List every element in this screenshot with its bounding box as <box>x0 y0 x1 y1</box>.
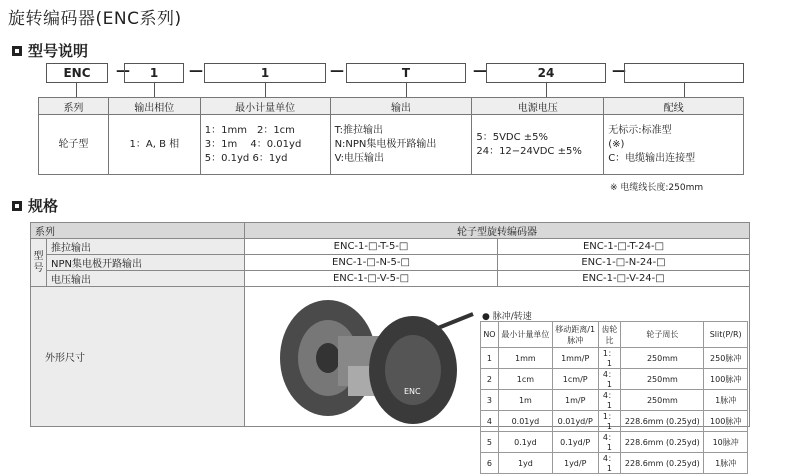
speed-cell: 250mm <box>621 348 704 369</box>
voltage-line: 24：12−24VDC ±5% <box>476 145 582 157</box>
speed-cell: 250脉冲 <box>704 348 748 369</box>
speed-cell: 250mm <box>621 369 704 390</box>
speed-cell: 1cm <box>498 369 552 390</box>
unit-line: 5：0.1yd 6：1yd <box>204 152 288 164</box>
code-dash: — <box>473 63 487 79</box>
unit-line: 1：1mm 2：1cm <box>204 124 295 136</box>
code-box-unit: 1 <box>204 63 326 83</box>
speed-cell: 4 <box>481 411 499 432</box>
spec-header-product: 轮子型旋转编码器 <box>245 223 750 239</box>
code-box-voltage: 24 <box>486 63 606 83</box>
connector-line <box>684 83 685 97</box>
spec-row-model-5v: ENC-1-□-T-5-□ <box>245 239 498 255</box>
connector-line <box>154 83 155 97</box>
wiring-line: C：电缆输出连接型 <box>608 152 696 164</box>
speed-cell: 1：1 <box>598 348 621 369</box>
output-line: N:NPN集电极开路输出 <box>334 138 437 150</box>
spec-appearance-label <box>31 287 245 427</box>
output-line: T:推拉输出 <box>334 124 383 136</box>
speed-cell: 1yd <box>498 453 552 474</box>
model-cell-series: 轮子型 <box>39 115 109 175</box>
spec-row-model-24v: ENC-1-□-T-24-□ <box>498 239 750 255</box>
speed-cell: 228.6mm (0.25yd) <box>621 432 704 453</box>
speed-cell: 4：1 <box>598 369 621 390</box>
speed-row <box>481 390 748 411</box>
spec-row-name: 电压输出 <box>47 271 245 287</box>
code-dash: — <box>612 63 626 79</box>
speed-table <box>480 321 748 474</box>
connector-line <box>546 83 547 97</box>
section-model-label: 型号说明 <box>28 42 89 60</box>
speed-cell: 4：1 <box>598 390 621 411</box>
connector-line <box>406 83 407 97</box>
model-header-wiring: 配线 <box>604 98 744 115</box>
model-header-unit: 最小计量单位 <box>200 98 330 115</box>
model-header-series: 系列 <box>39 98 109 115</box>
section-spec-label: 规格 <box>28 197 59 215</box>
model-header-phase: 输出相位 <box>108 98 200 115</box>
wheel-brand-label: ENC <box>404 387 421 396</box>
speed-row <box>481 453 748 474</box>
speed-cell: 0.01yd <box>498 411 552 432</box>
wiring-line: 无标示:标准型 <box>608 124 672 136</box>
speed-cell: 5 <box>481 432 499 453</box>
speed-row <box>481 348 748 369</box>
speed-cell: 0.01yd/P <box>552 411 598 432</box>
page-title: 旋转编码器(ENC系列) <box>8 9 182 29</box>
code-box-phase: 1 <box>124 63 184 83</box>
wiring-line: (※) <box>608 138 625 150</box>
code-dash: — <box>116 63 130 79</box>
speed-title: ● 脉冲/转速 <box>482 312 532 322</box>
model-cell-unit <box>200 115 330 175</box>
speed-cell: 100脉冲 <box>704 411 748 432</box>
speed-cell: 1：1 <box>598 411 621 432</box>
code-box-series: ENC <box>46 63 108 83</box>
speed-cell: 2 <box>481 369 499 390</box>
speed-cell: 1脉冲 <box>704 390 748 411</box>
code-box-output: T <box>346 63 466 83</box>
speed-cell: 4：1 <box>598 453 621 474</box>
speed-cell: 1m/P <box>552 390 598 411</box>
speed-cell: 1mm/P <box>552 348 598 369</box>
connector-line <box>76 83 77 97</box>
spec-header-series: 系列 <box>31 223 245 239</box>
speed-cell: 228.6mm (0.25yd) <box>621 453 704 474</box>
encoder-wheel-icon <box>268 296 478 428</box>
section-square-icon <box>12 46 22 56</box>
speed-cell: 1cm/P <box>552 369 598 390</box>
model-table <box>38 97 744 175</box>
spec-row-name: NPN集电极开路输出 <box>47 255 245 271</box>
speed-cell: 228.6mm (0.25yd) <box>621 411 704 432</box>
speed-header: 最小计量单位 <box>498 322 552 348</box>
spec-row-model-24v: ENC-1-□-V-24-□ <box>498 271 750 287</box>
model-cell-voltage <box>472 115 604 175</box>
spec-model-label: 型号 <box>31 239 47 287</box>
speed-cell: 1yd/P <box>552 453 598 474</box>
speed-header: 移动距离/1脉冲 <box>552 322 598 348</box>
speed-header: 轮子周长 <box>621 322 704 348</box>
spec-row-model-5v: ENC-1-□-N-5-□ <box>245 255 498 271</box>
appearance-label-text: 外形尺寸 <box>45 353 85 364</box>
speed-cell: 1 <box>481 348 499 369</box>
speed-cell: 4：1 <box>598 432 621 453</box>
speed-row <box>481 411 748 432</box>
speed-cell: 1mm <box>498 348 552 369</box>
spec-row-model-24v: ENC-1-□-N-24-□ <box>498 255 750 271</box>
cable-note: ※ 电缆线长度:250mm <box>610 183 704 193</box>
code-box-wiring <box>624 63 744 83</box>
section-spec-heading <box>12 195 58 216</box>
output-line: V:电压输出 <box>334 152 384 164</box>
spec-row-name: 推拉输出 <box>47 239 245 255</box>
speed-row <box>481 369 748 390</box>
speed-cell: 1m <box>498 390 552 411</box>
model-cell-wiring <box>604 115 744 175</box>
speed-cell: 250mm <box>621 390 704 411</box>
speed-header: Slit(P/R) <box>704 322 748 348</box>
speed-header: NO <box>481 322 499 348</box>
speed-cell: 1脉冲 <box>704 453 748 474</box>
section-model-heading <box>12 40 88 61</box>
spec-row-model-5v: ENC-1-□-V-5-□ <box>245 271 498 287</box>
speed-header: 齿轮比 <box>598 322 621 348</box>
speed-cell: 100脉冲 <box>704 369 748 390</box>
section-square-icon <box>12 201 22 211</box>
speed-cell: 10脉冲 <box>704 432 748 453</box>
speed-cell: 0.1yd <box>498 432 552 453</box>
speed-cell: 3 <box>481 390 499 411</box>
code-dash: — <box>330 63 344 79</box>
connector-line <box>265 83 266 97</box>
model-cell-phase: 1：A, B 相 <box>108 115 200 175</box>
model-header-voltage: 电源电压 <box>472 98 604 115</box>
model-header-output: 输出 <box>330 98 472 115</box>
voltage-line: 5：5VDC ±5% <box>476 131 549 143</box>
unit-line: 3：1m 4：0.01yd <box>204 138 302 150</box>
speed-cell: 6 <box>481 453 499 474</box>
code-dash: — <box>189 63 203 79</box>
model-cell-output <box>330 115 472 175</box>
speed-cell: 0.1yd/P <box>552 432 598 453</box>
